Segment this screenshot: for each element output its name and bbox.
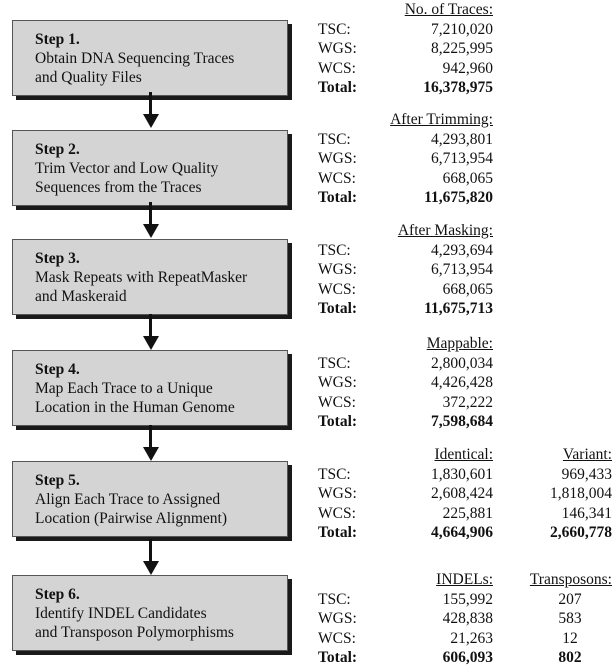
step-description-line: and Quality Files [35,69,142,86]
stats-row: TSC: 4,293,801 [318,130,493,148]
stats-total-row: Total: 11,675,820 [318,189,493,206]
step-5-stats [318,445,616,543]
stats-row: WCS: 942,960 [318,59,493,77]
down-arrow-icon [143,425,159,462]
step-6-box [12,575,288,651]
step-description-line: and Transposon Polymorphisms [35,624,234,641]
step-2-stats [318,110,616,208]
step-title: Step 2. [35,141,80,158]
stats-row: TSC: 2,800,034 [318,354,493,372]
column-header: Mappable: [426,335,493,352]
stats-row: WCS: 21,263 12 [318,629,578,647]
stats-total-row: Total: 4,664,906 2,660,778 [318,524,612,541]
stats-row: WGS: 8,225,995 [318,40,493,57]
step-description-line: Identify INDEL Candidates [35,605,207,622]
column-header: Transposons: [529,571,612,588]
stats-row: TSC: 155,992 207 [318,590,582,608]
column-header: No. of Traces: [404,1,493,18]
stats-row: WGS: 4,426,428 [318,374,493,391]
stats-row: WGS: 428,838 583 [318,610,582,627]
step-description-line: Align Each Trace to Assigned [35,491,221,508]
step-title: Step 3. [35,250,80,267]
step-title: Step 6. [35,586,80,603]
step-description-line: Trim Vector and Low Quality [35,160,219,177]
stats-row: WCS: 225,881 146,341 [318,504,612,522]
step-description-line: Location in the Human Genome [35,399,235,416]
step-3-box [12,239,288,315]
step-4-box [12,350,288,426]
step-title: Step 5. [35,472,80,489]
step-title: Step 4. [35,361,80,378]
down-arrow-icon [143,92,159,129]
stats-row: TSC: 7,210,020 [318,20,493,38]
stats-row: WCS: 372,222 [318,393,493,411]
step-2-box [12,130,288,206]
stats-row: WGS: 6,713,954 [318,261,493,278]
stats-row: WGS: 2,608,424 1,818,004 [318,485,612,502]
stats-row: TSC: 1,830,601 969,433 [318,465,612,483]
down-arrow-icon [143,202,159,239]
column-header: Variant: [562,446,612,463]
step-5-box [12,461,288,537]
step-description-line: and Maskeraid [35,288,127,305]
step-4-stats [318,334,616,432]
down-arrow-icon [143,314,159,351]
step-description-line: Mask Repeats with RepeatMasker [35,269,248,286]
column-header: Identical: [434,446,493,463]
step-description-line: Obtain DNA Sequencing Traces [35,50,235,67]
step-description-line: Map Each Trace to a Unique [35,380,213,397]
step-description-line: Location (Pairwise Alignment) [35,510,227,527]
stats-row: WCS: 668,065 [318,280,493,298]
stats-total-row: Total: 7,598,684 [318,413,493,430]
column-header: After Masking: [397,222,493,239]
stats-total-row: Total: 606,093 802 [318,649,582,666]
step-6-stats [318,570,616,668]
stats-total-row: Total: 11,675,713 [318,300,493,317]
step-description-line: Sequences from the Traces [35,179,202,196]
step-3-stats [318,221,616,319]
step-title: Step 1. [35,31,80,48]
stats-row: WCS: 668,065 [318,169,493,187]
column-header: INDELs: [436,571,493,588]
column-header: After Trimming: [390,111,493,128]
step-1-stats [318,0,616,98]
step-1-box [12,20,288,96]
stats-total-row: Total: 16,378,975 [318,79,493,96]
down-arrow-icon [143,539,159,576]
stats-row: WGS: 6,713,954 [318,150,493,167]
stats-row: TSC: 4,293,694 [318,241,493,259]
